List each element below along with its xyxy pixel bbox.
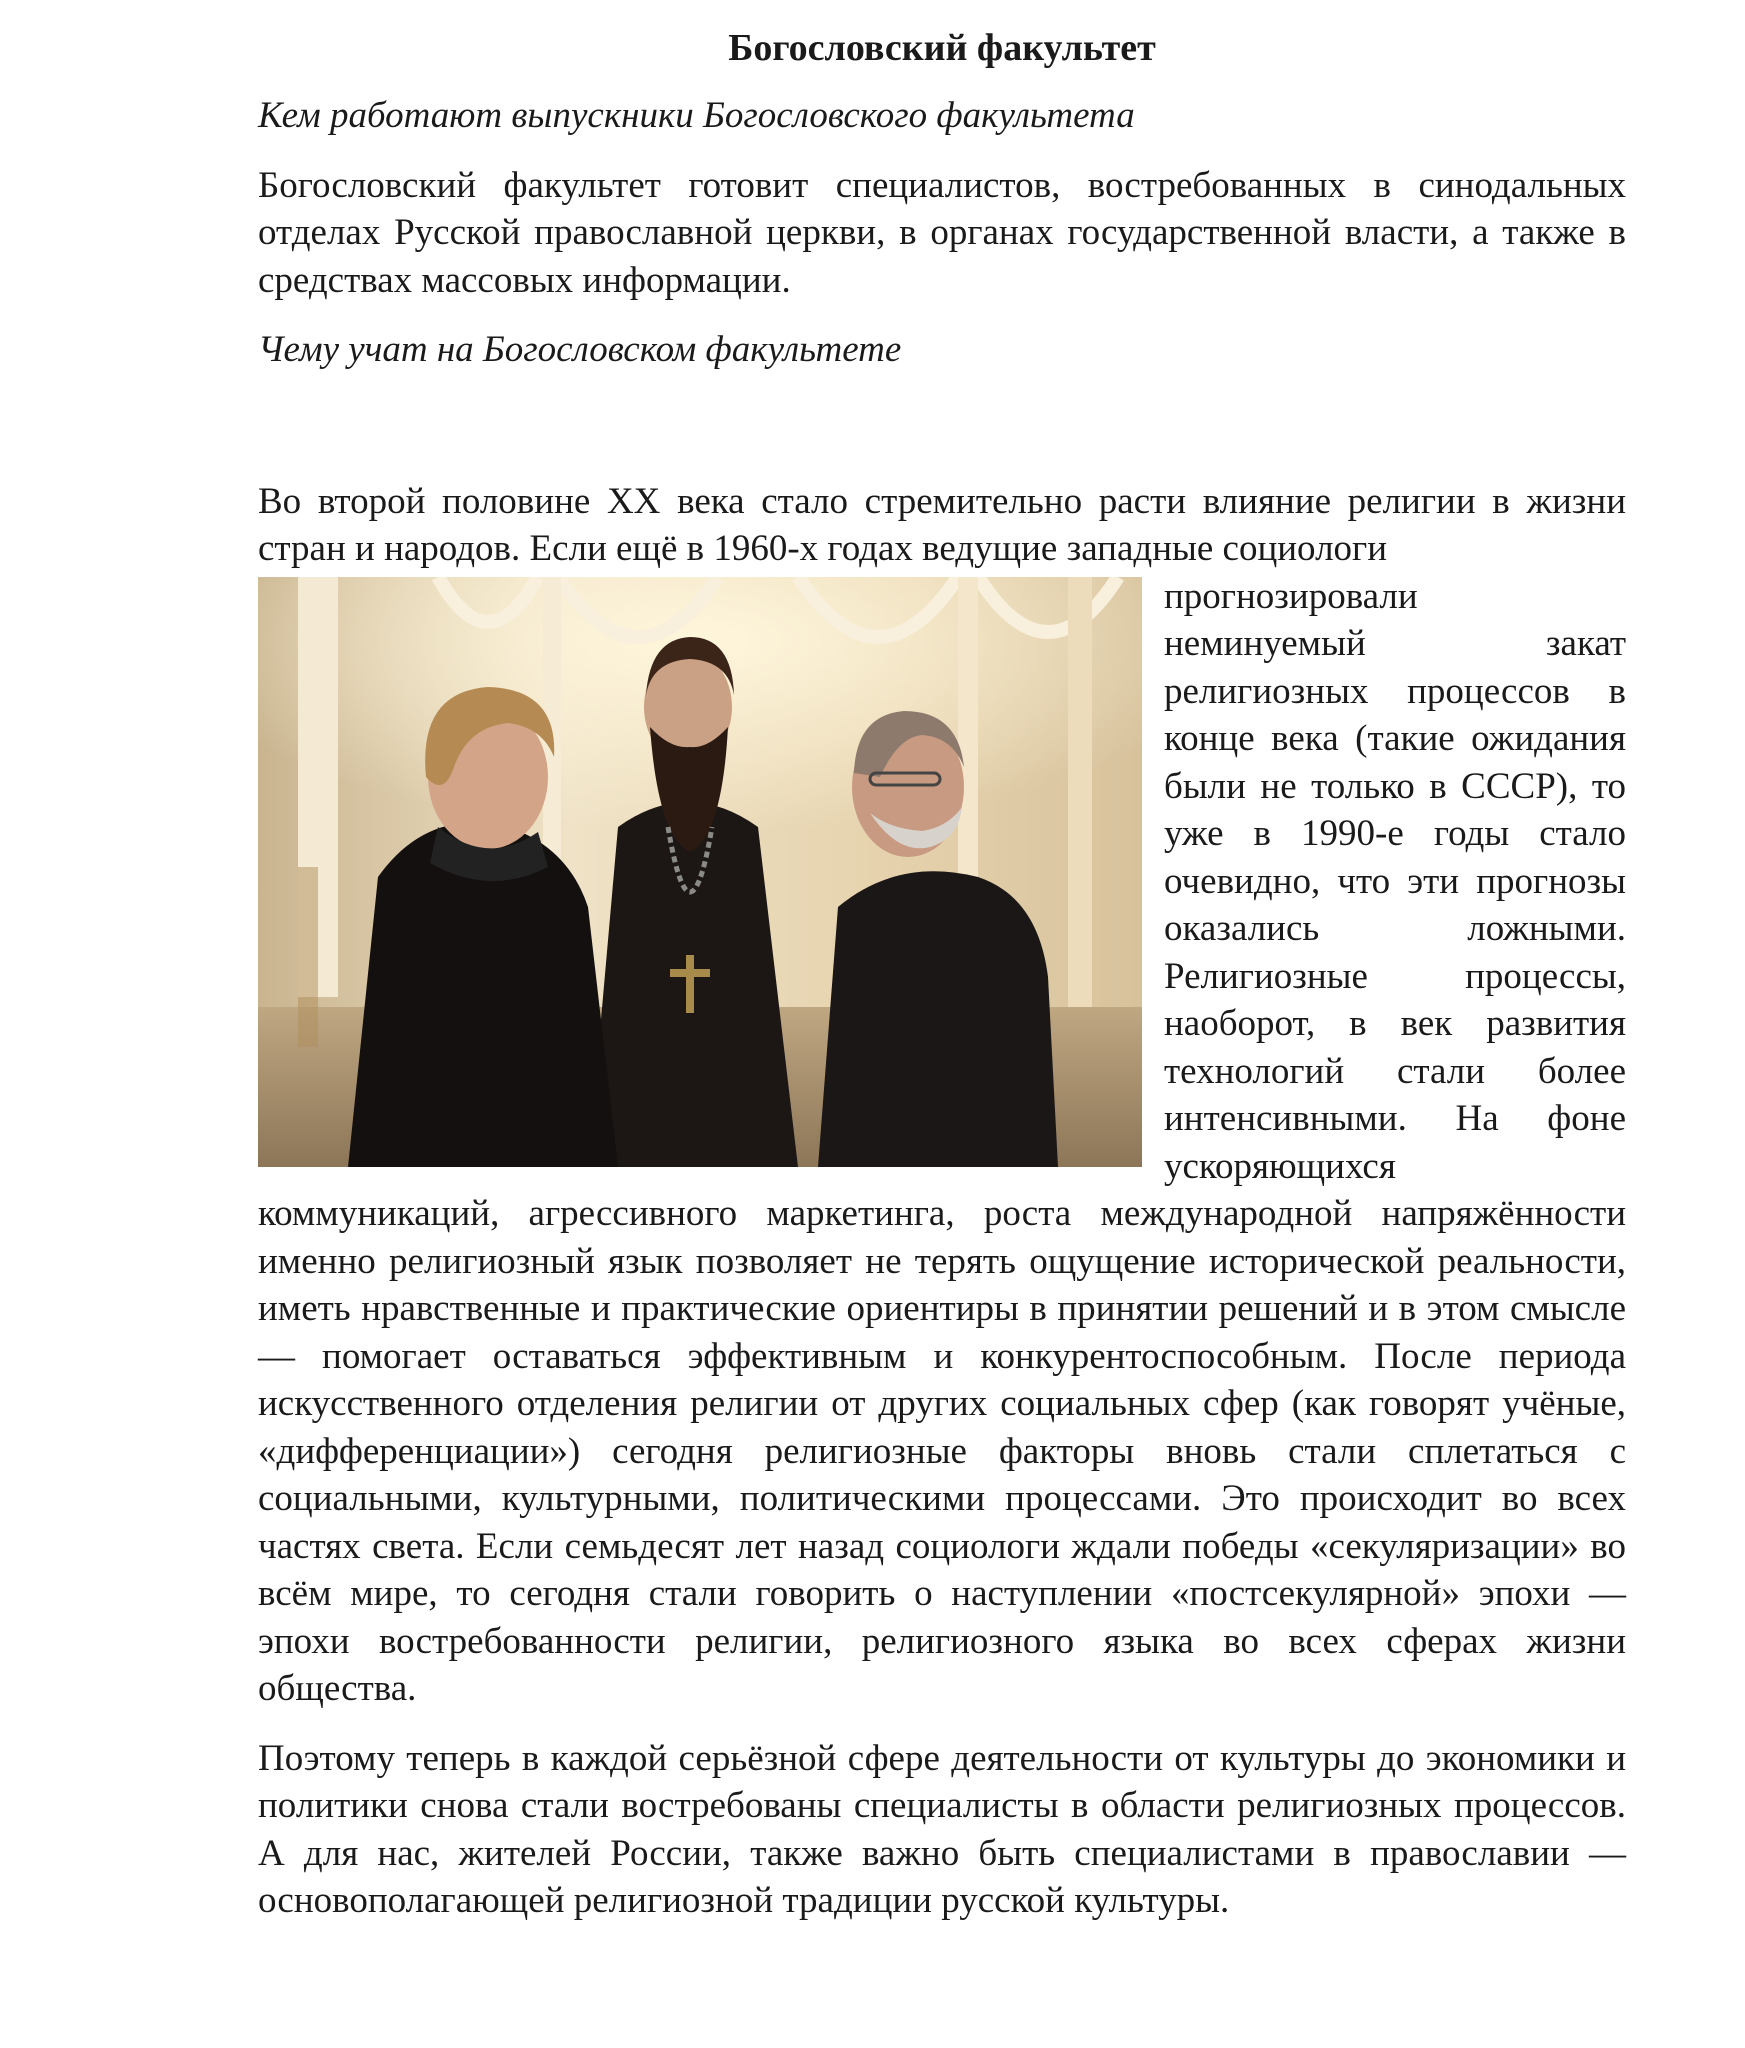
document-body	[258, 18, 1626, 1925]
three-clergymen-photo	[258, 577, 1142, 1167]
paragraph-graduates: Богословский факультет готовит специалистов, востребованных в синодальных отделах Русской православной церкви, в органах государственной власти, а также в средствах массовых информации.	[258, 164, 1626, 301]
subheading-graduates: Кем работают выпускники Богословского факультета	[258, 95, 1135, 136]
page-title: Богословский факультет	[728, 27, 1156, 69]
paragraph-body: прогнозировали неминуемый закат религиозных процессов в конце века (такие ожидания были не только в СССР), то уже в 1990-е годы стало очевидно, что эти прогнозы оказались ложными. Религиозные процессы, наоборот, в век развития технологий стали более интенсивными. На фоне ускоряющихся коммуникаций, агрессивного маркетинга, роста международной напряжённости именно религиозный язык позволяет не терять ощущение исторической реальности, иметь нравственные и практические ориентиры в принятии решений и в этом смысле — помогает оставаться эффективным и конкурентоспособным. После периода искусственного отделения религии от других социальных сфер (как говорят учёные, «дифференциации») сегодня религиозные факторы вновь стали сплетаться с социальными, культурными, политическими процессами. Это происходит во всех частях света. Если семьдесят лет назад социологи ждали победы «секуляризации» во всём мире, то сегодня стали говорить о наступлении «постсекулярной» эпохи — эпохи востребованности религии, религиозного языка во всех сферах жизни общества.	[258, 575, 1626, 1709]
paragraph-lead: Во второй половине XX века стало стремительно расти влияние религии в жизни стран и народов. Если ещё в 1960-х годах ведущие западные социологи	[258, 480, 1626, 569]
photo-illustration	[258, 577, 1142, 1167]
subheading-curriculum: Чему учат на Богословском факультете	[258, 329, 902, 370]
paragraph-closing: Поэтому теперь в каждой серьёзной сфере деятельности от культуры до экономики и политики снова стали востребованы специалисты в области религиозных процессов. А для нас, жителей России, также важно быть специалистами в православии — основополагающей религиозной традиции русской культуры.	[258, 1737, 1626, 1921]
